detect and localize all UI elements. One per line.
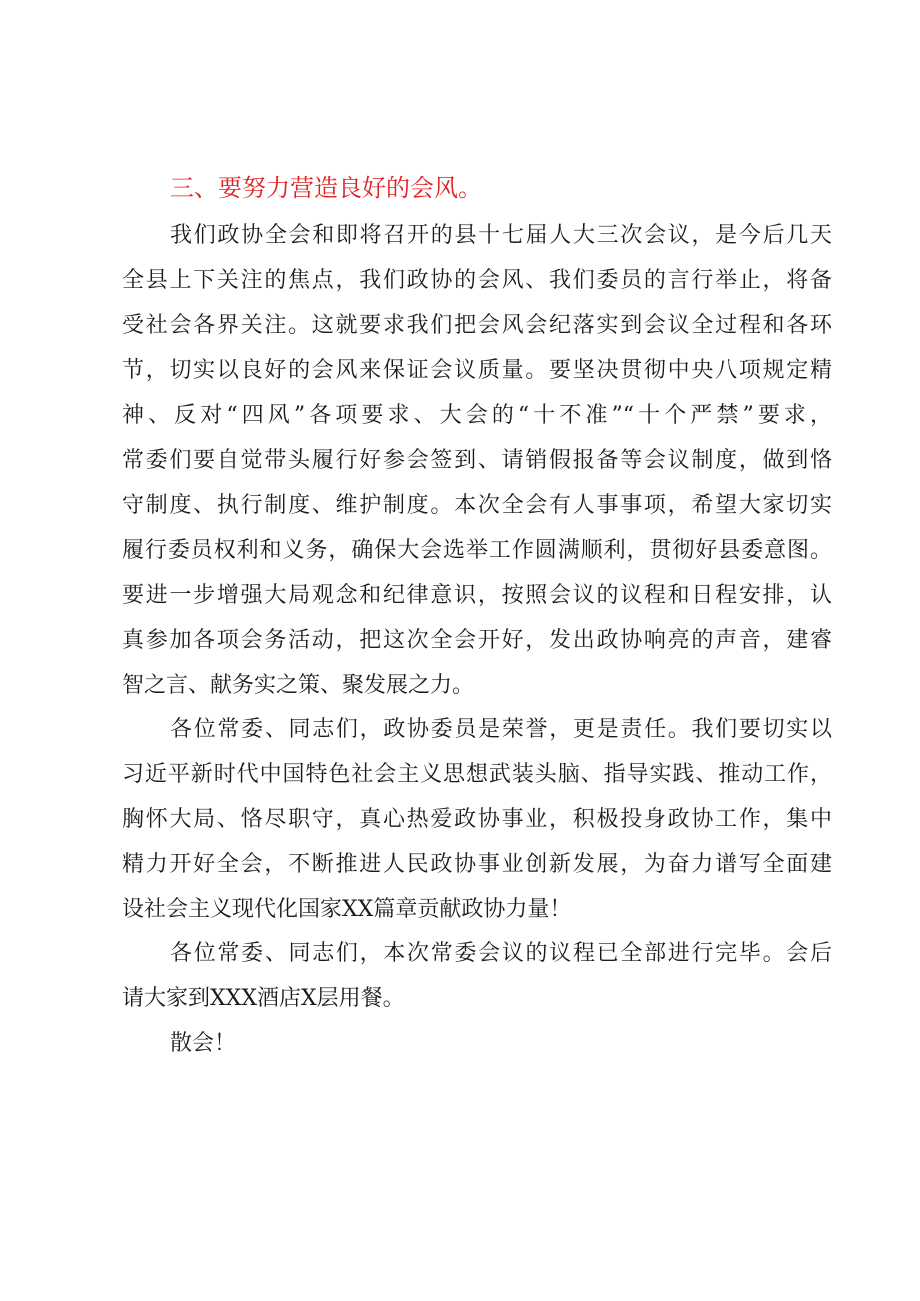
paragraph-line: 请大家到XXX酒店X层用餐。 — [122, 986, 405, 1011]
paragraph-line: 常委们要自觉带头履行好参会签到、请销假报备等会议制度，做到恪 — [122, 448, 832, 473]
paragraph-line: 精力开好全会，不断推进人民政协事业创新发展，为奋力谱写全面建 — [122, 852, 832, 877]
paragraph-line: 守制度、执行制度、维护制度。本次全会有人事事项，希望大家切实 — [122, 493, 832, 518]
paragraph-line: 真参加各项会务活动，把这次全会开好，发出政协响亮的声音，建睿 — [122, 628, 832, 653]
paragraph-meeting-discipline — [122, 213, 832, 708]
paragraph-line: 节，切实以良好的会风来保证会议质量。要坚决贯彻中央八项规定精 — [122, 358, 832, 383]
paragraph-line: 散会！ — [170, 1031, 237, 1056]
paragraph-line: 设社会主义现代化国家XX篇章贡献政协力量！ — [122, 897, 572, 922]
paragraph-adjourn — [122, 1021, 832, 1066]
paragraph-line: 我们政协全会和即将召开的县十七届人大三次会议，是今后几天 — [170, 223, 832, 248]
paragraph-line: 胸怀大局、恪尽职守，真心热爱政协事业，积极投身政协工作，集中 — [122, 807, 832, 832]
paragraph-line: 全县上下关注的焦点，我们政协的会风、我们委员的言行举止，将备 — [122, 268, 832, 293]
paragraph-line: 各位常委、同志们，政协委员是荣誉，更是责任。我们要切实以 — [170, 717, 832, 742]
paragraph-line: 履行委员权利和义务，确保大会选举工作圆满顺利，贯彻好县委意图。 — [122, 538, 832, 563]
paragraph-closing-notice — [122, 931, 832, 1021]
paragraph-line: 习近平新时代中国特色社会主义思想武装头脑、指导实践、推动工作， — [122, 762, 832, 787]
paragraph-line: 神、反对“四风”各项要求、大会的“十不准”“十个严禁”要求， — [122, 403, 832, 428]
paragraph-line: 各位常委、同志们，本次常委会议的议程已全部进行完毕。会后 — [170, 941, 832, 966]
section-heading: 三、要努力营造良好的会风。 — [170, 174, 482, 202]
paragraph-responsibility — [122, 707, 832, 932]
paragraph-line: 要进一步增强大局观念和纪律意识，按照会议的议程和日程安排，认 — [122, 583, 832, 608]
paragraph-line: 受社会各界关注。这就要求我们把会风会纪落实到会议全过程和各环 — [122, 313, 832, 338]
paragraph-line: 智之言、献务实之策、聚发展之力。 — [122, 673, 475, 698]
